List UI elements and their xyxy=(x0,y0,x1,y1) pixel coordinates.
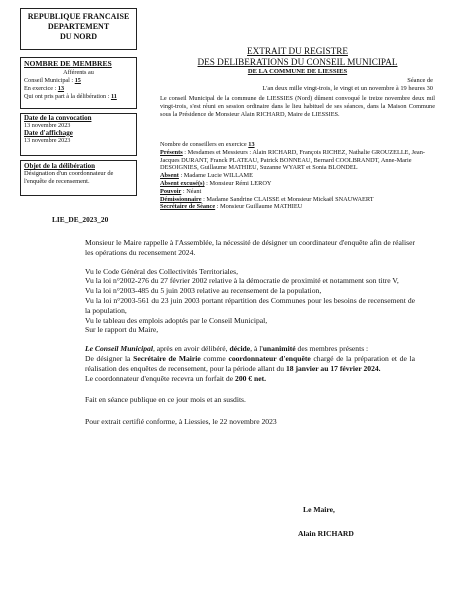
meeting-intro: Le conseil Municipal de la commune de LIESSIES (Nord) dûment convoqué le treize novembre deux mil vingt-trois, s'est réuni en session ordinaire dans le lieu habituel de ses séances, dans la Maison Commune sous la Présidence de Monsieur Alain RICHARD, Maire de LIESSIES. xyxy=(160,95,435,118)
forfait-paragraph: Le coordonnateur d'enquête recevra un forfait de 200 € net. xyxy=(85,373,267,383)
deliberation-body xyxy=(85,238,415,427)
decision-paragraph: Le Conseil Municipal, après en avoir délibéré, décide, à l'unanimité des membres présents : xyxy=(85,344,369,354)
members-heading: NOMBRE DE MEMBRES xyxy=(24,59,112,68)
members-box xyxy=(20,57,137,109)
vu-cgct: Vu le Code Général des Collectivités Territoriales, xyxy=(85,266,239,276)
seance-publique: Fait en séance publique en ce jour mois et an susdits. xyxy=(85,395,246,405)
signature-title: Le Maire, xyxy=(303,505,335,514)
demission-line: Démissionnaire : Madame Sandrine CLAISSE et Monsieur Mickaël SNAUWAERT xyxy=(160,195,374,203)
members-exercice: En exercice : 13 xyxy=(24,85,65,92)
convocation-date: 13 novembre 2023 xyxy=(24,122,71,130)
seance-info: Séance de L'an deux mille vingt-trois, le vingt et un novembre à 19 heures 30 xyxy=(262,77,433,92)
signature-name: Alain RICHARD xyxy=(298,529,354,538)
deliberation-reference: LIE_DE_2023_20 xyxy=(52,215,109,224)
objet-box xyxy=(20,160,137,196)
sur-rapport: Sur le rapport du Maire, xyxy=(85,325,159,335)
commune-name: DE LA COMMUNE DE LIESSIES xyxy=(247,68,348,75)
convocation-heading: Date de la convocation xyxy=(24,114,92,122)
extrait-certifie: Pour extrait certifié conforme, à Liessies, le 22 novembre 2023 xyxy=(85,417,277,427)
members-votants: Qui ont pris part à la délibération : 11 xyxy=(24,93,117,100)
vu-loi-2003-561: Vu la loi n°2003-561 du 23 juin 2003 portant répartition des Communes pour les besoins de recensement de la population, xyxy=(85,295,415,315)
republic-header-box xyxy=(20,8,137,50)
vu-loi-2002: Vu la loi n°2002-276 du 27 février 2002 relative à la démocratie de proximité et notamment son titre V, xyxy=(85,276,399,286)
objet-text: Désignation d'un coordonnateur de l'enquête de recensement. xyxy=(24,170,114,185)
secretaire-line: Secrétaire de Séance : Monsieur Guillaume MATHIEU xyxy=(160,203,303,211)
rappel-paragraph: Monsieur le Maire rappelle à l'Assemblée, la nécessité de désigner un coordinateur d'enquête afin de réaliser les opérations du recensement 2024. xyxy=(85,238,415,257)
attendance-details xyxy=(160,141,435,211)
members-conseil: Conseil Municipal : 15 xyxy=(24,77,81,84)
objet-heading: Objet de la délibération xyxy=(24,162,95,170)
affichage-heading: Date d'affichage xyxy=(24,128,73,137)
absent-line: Absent : Madame Lucie WILLAME xyxy=(160,172,253,180)
dates-box xyxy=(20,113,137,156)
republic-line: REPUBLIQUE FRANCAISE xyxy=(27,12,130,21)
members-afferents: Afférents au xyxy=(63,69,94,76)
document-title: EXTRAIT DU REGISTRE DES DELIBERATIONS DU CONSEIL MUNICIPAL xyxy=(197,46,398,67)
region-line: DU NORD xyxy=(59,32,98,41)
pouvoir-line: Pouvoir : Néant xyxy=(160,187,202,195)
designation-paragraph: De désigner la Secrétaire de Mairie comme coordonnateur d'enquête chargé de la préparation et de la réalisation des enquêtes de recensement, pour la période allant du 18 janvier au 17 février 2024. xyxy=(85,353,415,373)
presents-line: Présents : Mesdames et Messieurs : Alain RICHARD, François RICHEZ, Nathalie GROUZELLE, Jean-Jacques DURANT, Franck PLATEAU, Patrick BONNEAU, Bernard COOLBRANDT, Anne-Marie DESOIGNIES, Guillaume MATHIEU, Suzanne WYART et Sonia BLONDEL xyxy=(160,148,425,172)
vu-tableau-emplois: Vu le tableau des emplois adoptés par le Conseil Municipal, xyxy=(85,315,268,325)
department-line: DEPARTEMENT xyxy=(47,22,110,31)
affichage-date: 13 novembre 2023 xyxy=(24,137,71,145)
excuses-line: Absent excusé(s) : Monsieur Rémi LEROY xyxy=(160,179,272,187)
vu-loi-2003-485: Vu la loi n°2003-485 du 5 juin 2003 relative au recensement de la population, xyxy=(85,286,322,296)
conseillers-count: Nombre de conseillers en exercice 13 xyxy=(160,141,255,148)
